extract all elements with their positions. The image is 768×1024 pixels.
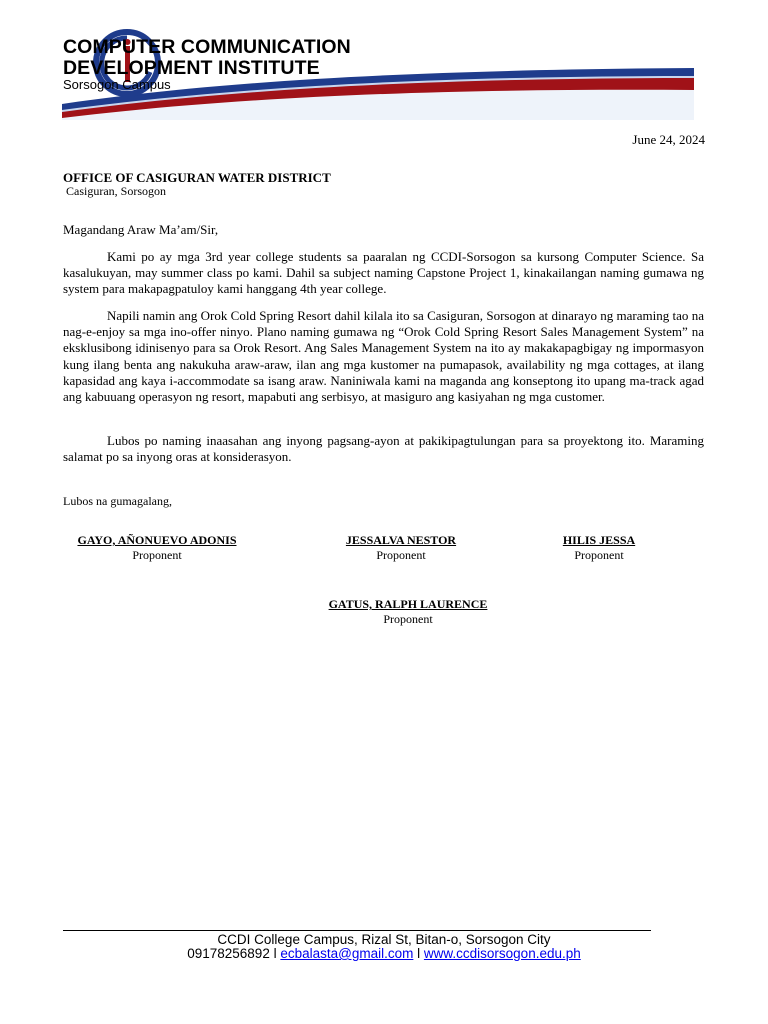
institution-name-line2: DEVELOPMENT INSTITUTE (63, 57, 320, 79)
salutation: Magandang Araw Ma’am/Sir, (63, 222, 219, 237)
footer-address: CCDI College Campus, Rizal St, Bitan-o, Sorsogon City (217, 932, 551, 947)
body-paragraph: Kami po ay mga 3rd year college students sa paaralan ng CCDI-Sorsogon sa kursong Computer Science. Sa kasalukuyan, may summer class po kami. Dahil sa subject naming Capstone Project 1, kinakailangan naming gumawa ng system para makapagpatuloy kami hanggang 4th year college. (63, 249, 704, 297)
closing-line: Lubos na gumagalang, (63, 494, 172, 508)
signatory-name: HILIS JESSA (562, 533, 636, 547)
campus-name: Sorsogon Campus (63, 77, 171, 92)
signatory-block (554, 533, 644, 563)
signatory-block (334, 533, 468, 563)
body-paragraph: Lubos po naming inaasahan ang inyong pagsang-ayon at pakikipagtulungan para sa proyektong ito. Maraming salamat po sa inyong oras at konsiderasyon. (63, 433, 704, 465)
signatory-role: Proponent (383, 612, 433, 626)
signatory-role: Proponent (376, 548, 426, 562)
signatory-block (315, 597, 501, 627)
signatory-name: GATUS, RALPH LAURENCE (328, 597, 488, 611)
signatory-name: GAYO, AÑONUEVO ADONIS (77, 533, 237, 547)
signatory-block (63, 533, 251, 563)
signatory-role: Proponent (132, 548, 182, 562)
recipient-name: OFFICE OF CASIGURAN WATER DISTRICT (63, 170, 331, 185)
footer-separator: l (273, 946, 277, 961)
footer-separator: l (417, 946, 421, 961)
footer-divider (63, 930, 651, 931)
signatory-role: Proponent (574, 548, 624, 562)
recipient-location: Casiguran, Sorsogon (66, 184, 166, 198)
footer-phone: 09178256892 (187, 946, 270, 961)
signatory-name: JESSALVA NESTOR (345, 533, 457, 547)
letter-date: June 24, 2024 (632, 132, 705, 147)
body-paragraph: Napili namin ang Orok Cold Spring Resort dahil kilala ito sa Casiguran, Sorsogon at dinarayo ng maraming tao na nag-e-enjoy sa mga ino-offer ninyo. Plano naming gumawa ng “Orok Cold Spring Resort Sales Management System” na eksklusibong idinisenyo para sa Orok Resort. Ang Sales Management System na ito ay makakapagbigay ng impormasyon kung ilang benta ang nakukuha araw-araw, ilan ang mga kustomer na pumapasok, availability ng mga cottages, at ilang kapasidad ang kaya i-accommodate sa isang araw. Naniniwala kami na maganda ang konseptong ito upang ma-track agad ang kabuuang operasyon ng resort, mapabuti ang serbisyo, at masiguro ang kasiyahan ng mga customer. (63, 308, 704, 405)
footer-website-link[interactable]: www.ccdisorsogon.edu.ph (423, 946, 581, 961)
institution-name-line1: COMPUTER COMMUNICATION (63, 36, 351, 58)
footer-email-link[interactable]: ecbalasta@gmail.com (280, 946, 414, 961)
footer-contact (0, 946, 768, 961)
institution-name (63, 37, 351, 79)
